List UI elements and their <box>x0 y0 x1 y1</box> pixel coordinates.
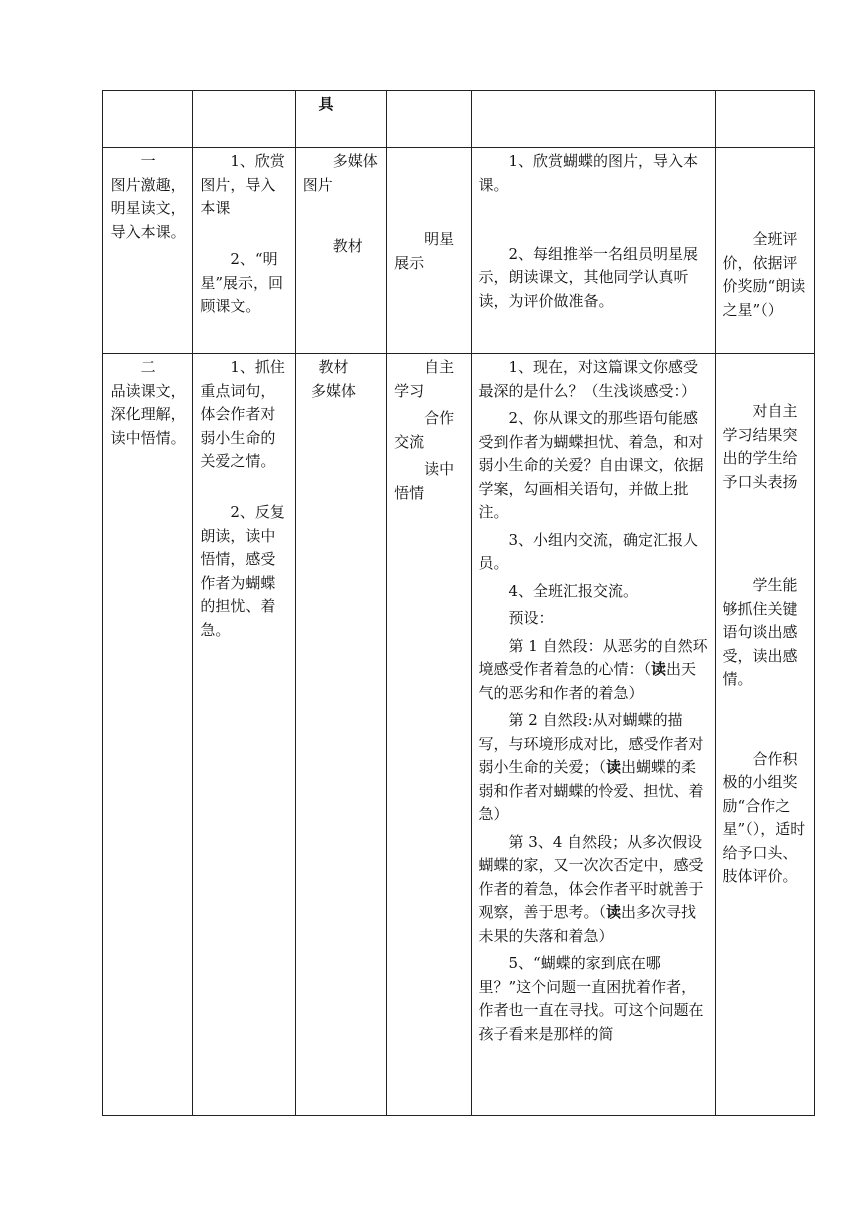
method-1-cell <box>387 148 471 354</box>
tools-header-text: 具 <box>318 95 334 113</box>
method-2-cell <box>387 354 471 1116</box>
method-2-item-1: 自主学习 <box>394 358 455 400</box>
lesson-plan-table <box>102 90 815 1116</box>
content-2-p8 <box>479 831 709 949</box>
method-2-item-2: 合作交流 <box>394 409 455 451</box>
eval-2-item-2: 学生能够抓住关键语句谈出感受，读出感情。 <box>722 576 798 688</box>
eval-1-block <box>716 148 814 328</box>
content-2-p6 <box>479 635 709 706</box>
goal-1-item-2: 2、“明星”展示，回顾课文。 <box>200 250 284 315</box>
eval-1-cell <box>715 148 814 354</box>
eval-2-cell <box>715 354 814 1116</box>
method-1-block <box>387 148 470 281</box>
content-2-p6-bold: 读 <box>651 660 667 678</box>
content-2-p5: 预设： <box>508 609 554 627</box>
method-2-item-3: 读中悟情 <box>394 460 455 502</box>
eval-2-item-3: 合作积极的小组奖励“合作之星”（），适时给予口头、肢体评价。 <box>722 749 806 885</box>
header-cell-eval <box>715 91 814 148</box>
header-cell-content <box>471 91 715 148</box>
content-2-p8-b: 出多次寻找未果的失落和着急） <box>478 903 697 945</box>
eval-2-item-1: 对自主学习结果突出的学生给予口头表扬 <box>722 402 798 491</box>
goal-2-block <box>193 354 294 648</box>
header-cell-step <box>103 91 193 148</box>
content-2-p6-b: 出天气的恶劣和作者的着急） <box>478 660 697 702</box>
header-cell-tools <box>295 91 386 148</box>
media-2-text: 教材 多媒体 <box>310 358 356 400</box>
content-2-p9: 5、“蝴蝶的家到底在哪里？”这个问题一直困扰着作者，作者也一直在寻找。可这个问题在孩子看来是那样的简 <box>478 954 704 1043</box>
table-row-header <box>103 91 815 148</box>
content-2-p7-b: 出蝴蝶的柔弱和作者对蝴蝶的怜爱、担忧、着急） <box>478 758 704 823</box>
header-cell-goal <box>193 91 295 148</box>
media-1-cell <box>295 148 386 354</box>
content-1-cell <box>471 148 715 354</box>
step-1-cell <box>103 148 193 354</box>
goal-2-item-1: 1、抓住重点词句，体会作者对弱小生命的关爱之情。 <box>200 358 285 470</box>
content-2-p1: 1、现在，对这篇课文你感受最深的是什么？（生浅谈感受：） <box>478 358 699 400</box>
content-2-p2: 2、你从课文的那些语句能感受到作者为蝴蝶担忧、着急，和对弱小生命的关爱？自由课文，依据学案，勾画相关语句，并做上批注。 <box>478 409 704 521</box>
content-2-p7-bold: 读 <box>606 758 622 776</box>
table-row-step-1 <box>103 148 815 354</box>
content-2-cell <box>471 354 715 1116</box>
media-1-item-1: 多媒体图片 <box>302 152 378 194</box>
content-2-p4: 4、全班汇报交流。 <box>508 581 639 600</box>
eval-2-block <box>716 354 814 895</box>
goal-2-cell <box>193 354 295 1116</box>
step-2-text: 二 品读课文，深化理解，读中悟情。 <box>110 358 186 447</box>
content-1-item-2: 2、每组推举一名组员明星展示，朗读课文，其他同学认真听读，为评价做准备。 <box>478 244 699 310</box>
content-1-item-1: 1、欣赏蝴蝶的图片，导入本课。 <box>478 152 699 194</box>
eval-1-text: 全班评价，依据评价奖励“朗读之星”（） <box>722 230 806 319</box>
content-2-p7 <box>479 709 709 827</box>
goal-1-cell <box>193 148 295 354</box>
content-2-block <box>472 354 715 1052</box>
step-2-cell <box>103 354 193 1116</box>
media-1-block <box>296 148 386 264</box>
goal-1-block <box>193 148 294 325</box>
media-1-item-2: 教材 <box>332 236 363 255</box>
content-1-block <box>472 148 715 319</box>
content-2-p6-a: 第 1 自然段：从恶劣的自然环境感受作者着急的心情：（ <box>478 636 708 678</box>
content-2-p7-a: 第 2 自然段:从对蝴蝶的描写，与环境形成对比，感受作者对弱小生命的关爱；（ <box>478 711 704 776</box>
header-cell-method <box>387 91 471 148</box>
method-2-block <box>387 354 470 511</box>
goal-2-item-2: 2、反复朗读，读中悟情，感受作者为蝴蝶的担忧、着急。 <box>200 503 285 639</box>
table-row-step-2 <box>103 354 815 1116</box>
media-2-cell <box>295 354 386 1116</box>
goal-1-item-1: 1、欣赏图片，导入本课 <box>200 152 285 217</box>
step-1-text: 一 图片激趣，明星读文，导入本课。 <box>110 152 186 241</box>
content-2-p3: 3、小组内交流，确定汇报人员。 <box>478 530 699 572</box>
method-1-text: 明星展示 <box>394 230 455 272</box>
content-2-p8-a: 第 3、4 自然段；从多次假设蝴蝶的家，又一次次否定中，感受作者的着急，体会作者平时就善于观察，善于思考。（ <box>478 832 704 921</box>
content-2-p8-bold: 读 <box>606 903 622 921</box>
